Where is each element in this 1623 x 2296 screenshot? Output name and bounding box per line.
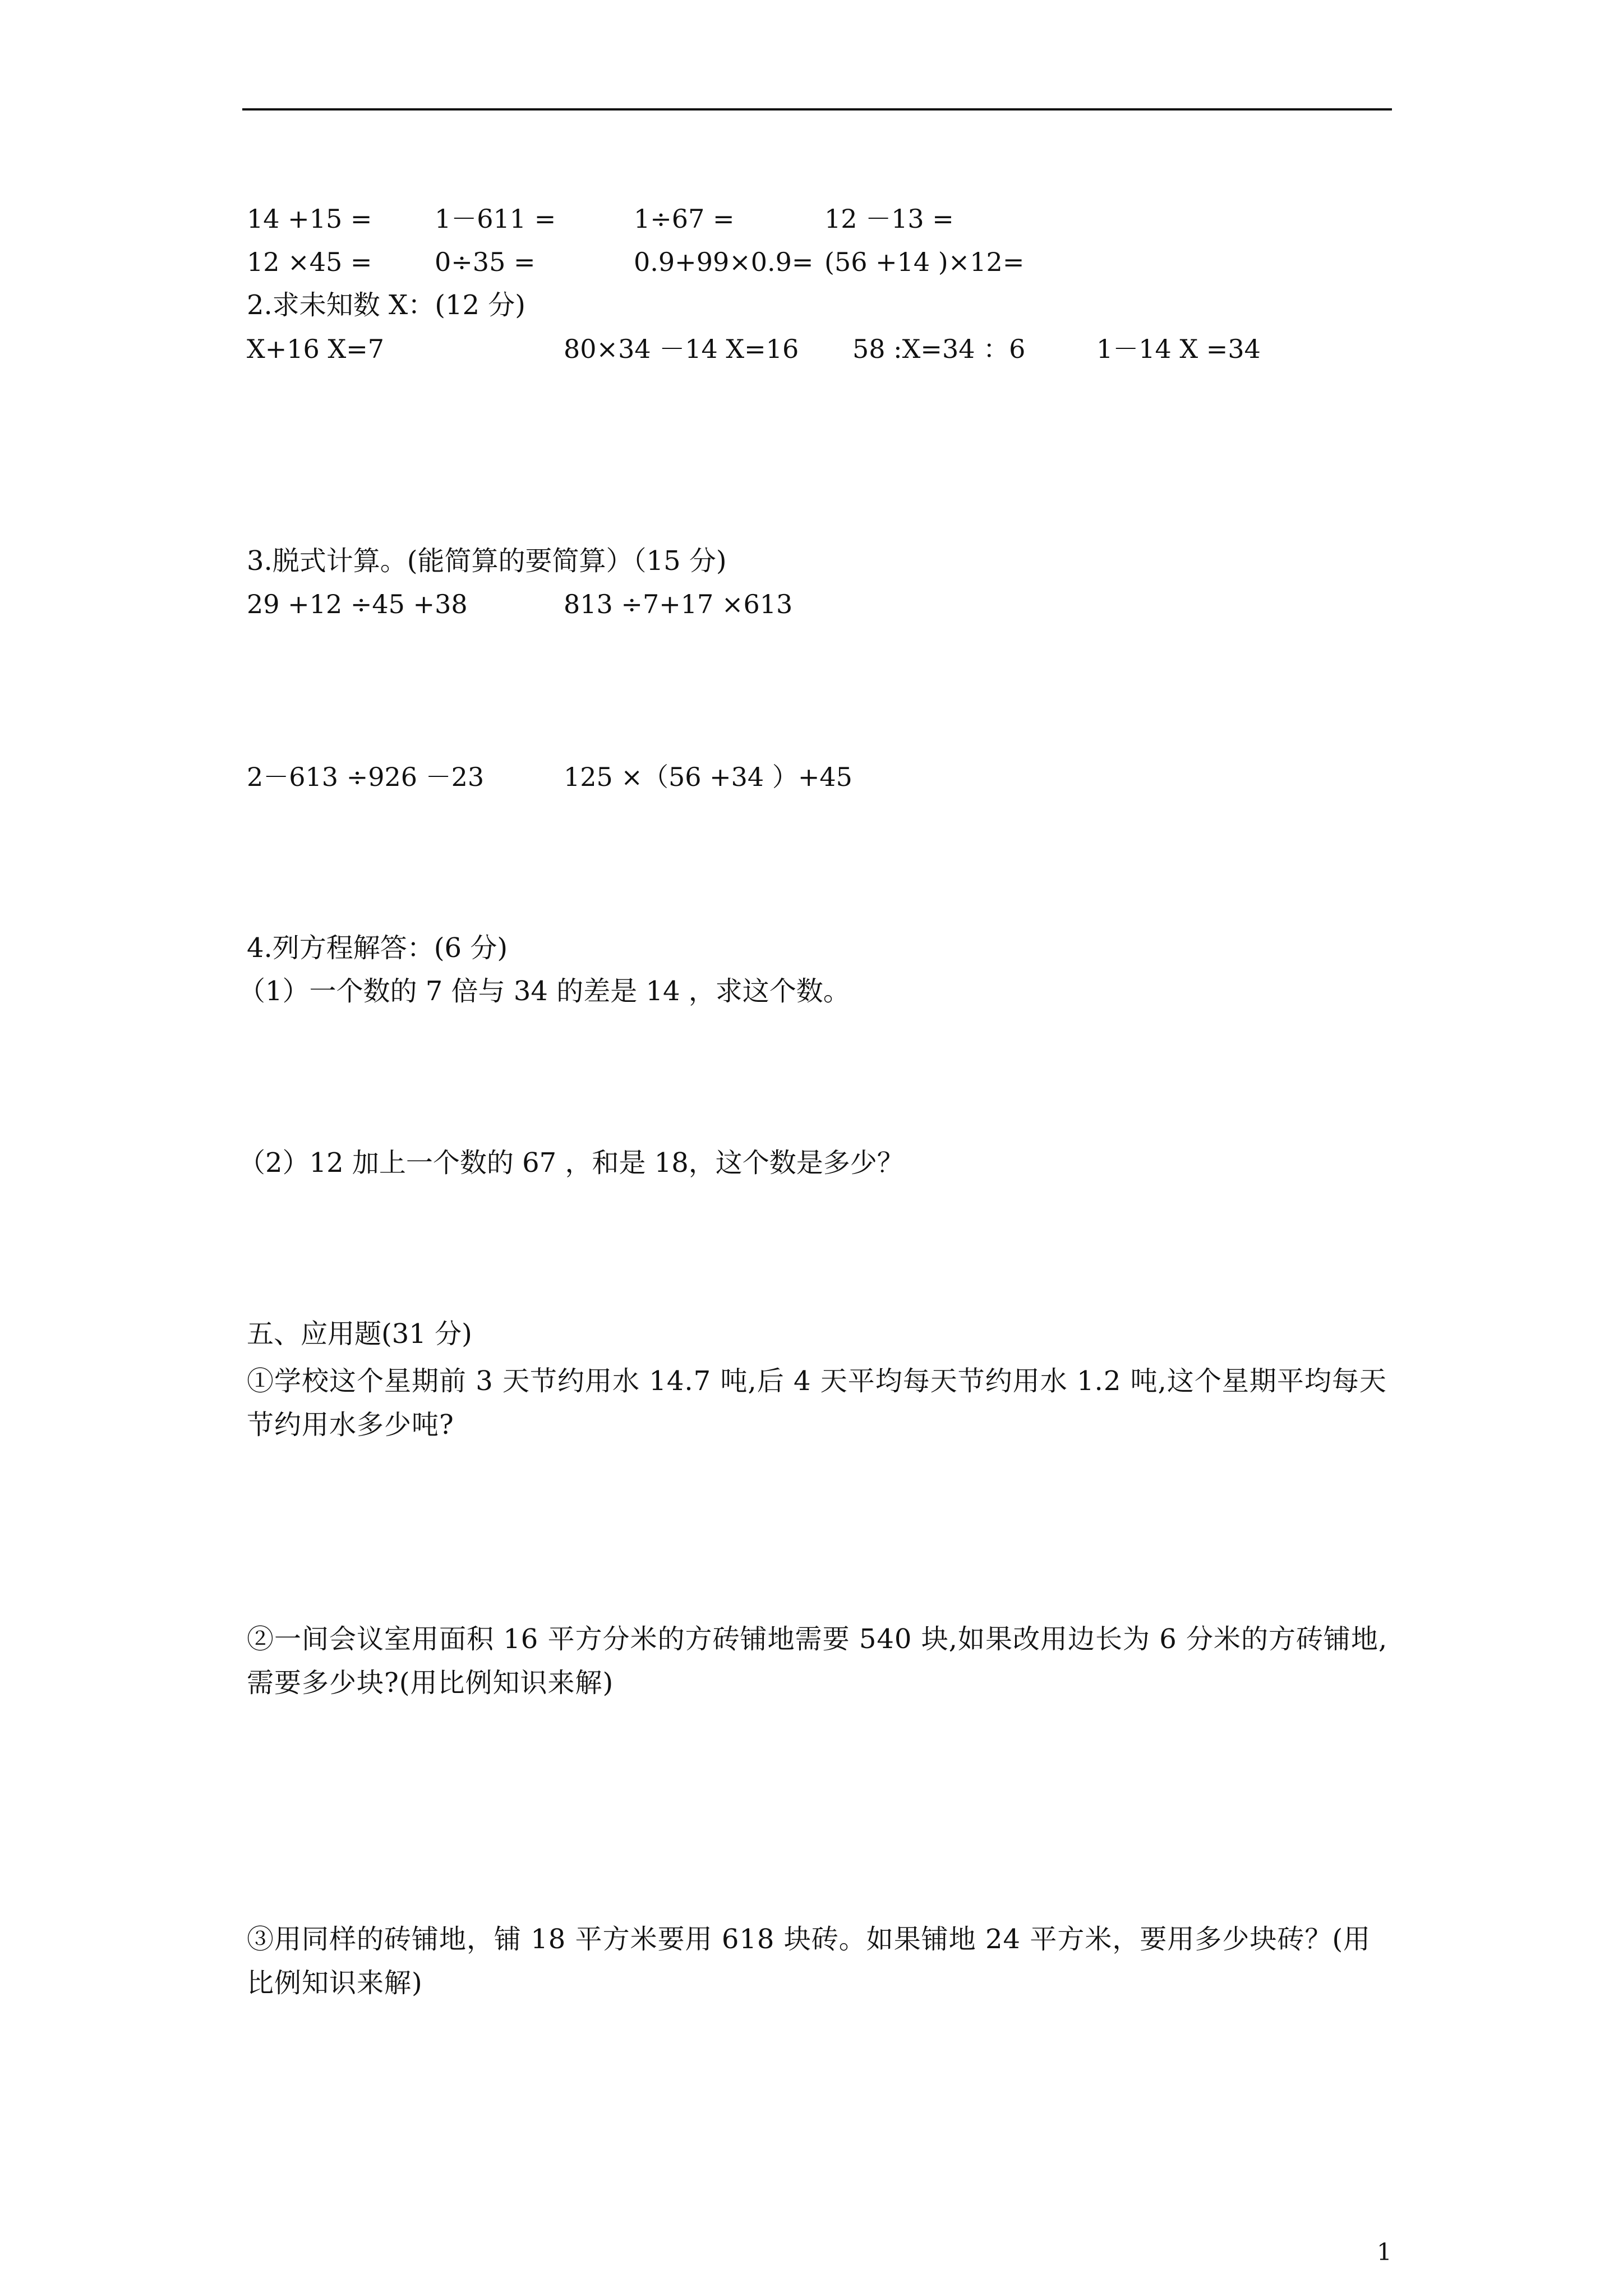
- section5-heading: 五、应用题(31 分): [247, 1318, 472, 1350]
- application-question-1: ①学校这个星期前 3 天节约用水 14.7 吨,后 4 天平均每天节约用水 1.2 吨,这个星期平均每天节约用水多少吨?: [247, 1365, 1387, 1441]
- application-question-2: ②一间会议室用面积 16 平方分米的方砖铺地需要 540 块,如果改用边长为 6 分米的方砖铺地,需要多少块?(用比例知识来解): [247, 1623, 1388, 1699]
- equation-2: 80×34 －14 X=16: [564, 334, 799, 364]
- calc-1-3: 1÷67 =: [634, 204, 735, 234]
- expression-1: 29 +12 ÷45 +38: [247, 589, 468, 619]
- section4-heading: 4.列方程解答：(6 分): [247, 932, 508, 964]
- equation-3: 58 :X=34 ：6: [852, 334, 1026, 364]
- calc-2-4: (56 +14 )×12=: [824, 247, 1025, 277]
- equation-1: X+16 X=7: [247, 334, 385, 364]
- equation-4: 1－14 X =34: [1096, 334, 1261, 364]
- calc-1-1: 14 +15 =: [247, 204, 372, 234]
- expression-3: 2－613 ÷926 －23: [247, 762, 485, 792]
- section3-heading: 3.脱式计算。(能简算的要简算）（15 分): [247, 545, 727, 577]
- section2-heading: 2.求未知数 X：(12 分): [247, 289, 526, 321]
- page-number: 1: [1377, 2238, 1392, 2266]
- section4-question-2: （2）12 加上一个数的 67 ，和是 18，这个数是多少？: [238, 1147, 904, 1179]
- calc-1-4: 12 －13 =: [824, 204, 954, 234]
- calc-1-2: 1－611 =: [435, 204, 556, 234]
- header-rule: [242, 108, 1392, 111]
- calc-2-1: 12 ×45 =: [247, 247, 372, 277]
- section4-question-1: （1）一个数的 7 倍与 34 的差是 14 ，求这个数。: [238, 976, 850, 1007]
- calc-2-2: 0÷35 =: [435, 247, 536, 277]
- application-question-3: ③用同样的砖铺地，铺 18 平方米要用 618 块砖。如果铺地 24 平方米，要用多少块砖？(用比例知识来解): [247, 1924, 1371, 1999]
- expression-2: 813 ÷7+17 ×613: [564, 589, 793, 619]
- calc-2-3: 0.9+99×0.9=: [634, 247, 814, 277]
- expression-4: 125 ×（56 +34 ）+45: [564, 762, 852, 792]
